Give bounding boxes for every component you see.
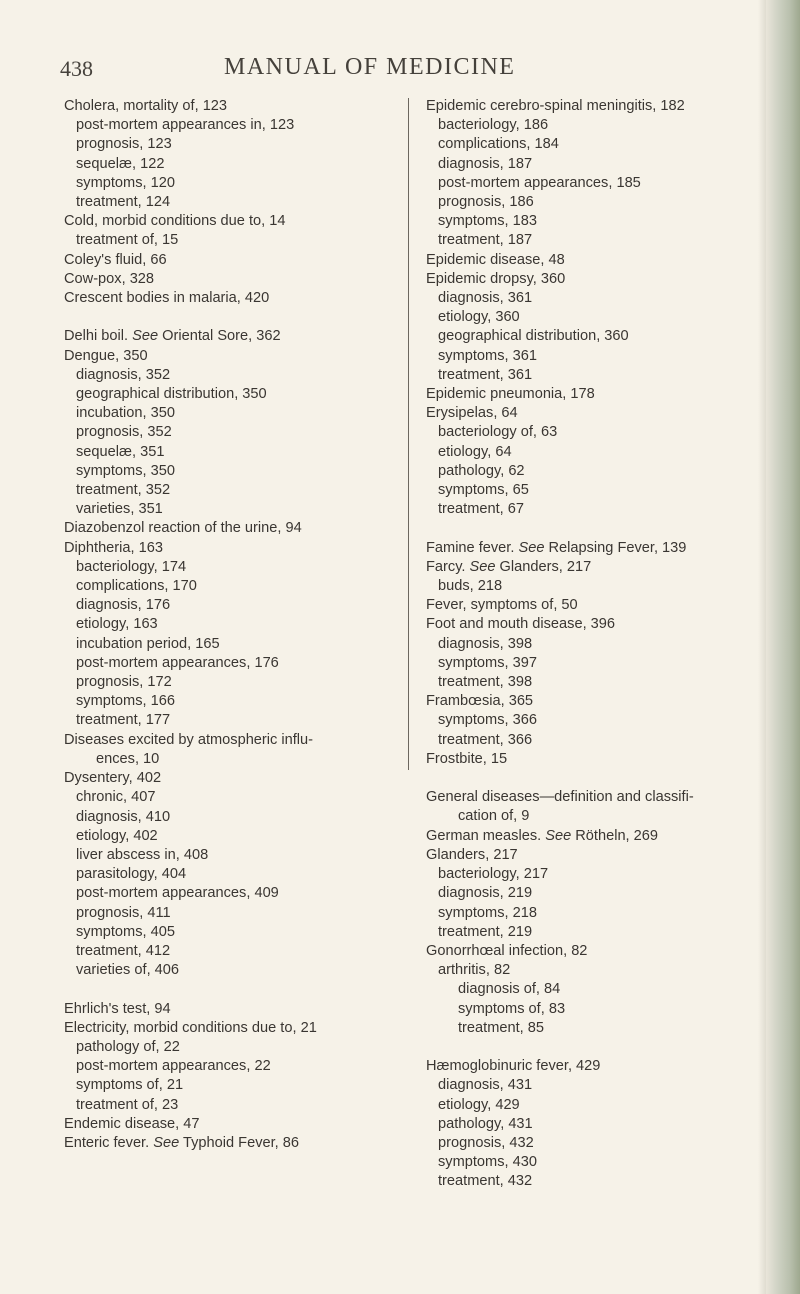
index-subentry: symptoms, 405 [76,923,175,940]
index-entry: Erysipelas, 64 [426,405,518,422]
index-subentry: prognosis, 411 [76,904,171,921]
index-entry: Epidemic disease, 48 [426,251,565,268]
entry-text-part: Typhoid Fever, 86 [179,1134,300,1151]
index-subentry: treatment, 366 [438,731,533,748]
index-entry: Fever, symptoms of, 50 [426,597,578,614]
entry-text-part: Relapsing Fever, 139 [544,539,687,556]
page-number: 438 [60,56,93,81]
index-subentry: buds, 218 [438,578,503,595]
see-reference: See [545,827,572,844]
index-entry: General diseases—definition and classifi- [426,789,694,806]
index-subentry: treatment, 67 [438,501,524,518]
entry-text-part: Delhi boil. [64,328,133,345]
entry-text-part: Famine fever. [426,539,519,556]
index-subentry: symptoms, 366 [438,712,537,729]
index-entry: Coley's fluid, 66 [64,251,167,268]
index-subentry: symptoms, 218 [438,904,537,921]
index-subentry: varieties of, 406 [76,962,180,979]
index-subentry: complications, 184 [438,136,559,153]
index-entry [426,827,771,846]
index-subentry: varieties, 351 [76,501,163,518]
entry-text-part: Rötheln, 269 [571,827,659,844]
index-entry: Ehrlich's test, 94 [64,1000,171,1017]
column-divider [408,98,409,770]
entry-spacer [64,980,394,999]
index-subentry: etiology, 64 [438,443,512,460]
index-subentry: treatment, 361 [438,366,533,383]
index-entry: Crescent bodies in malaria, 420 [64,290,270,307]
index-subentry: pathology, 431 [438,1115,533,1132]
index-subentry: treatment, 177 [76,712,171,729]
index-subentry: treatment, 412 [76,942,171,959]
index-subentry: geographical distribution, 350 [76,386,267,403]
index-subentry: pathology of, 22 [76,1038,180,1055]
index-subentry: incubation, 350 [76,405,175,422]
index-subentry: prognosis, 352 [76,424,172,441]
index-subentry: incubation period, 165 [76,635,220,652]
index-entry: Cow-pox, 328 [64,270,155,287]
index-subentry: etiology, 402 [76,827,158,844]
index-subentry: prognosis, 432 [438,1134,534,1151]
index-subentry: diagnosis, 410 [76,808,171,825]
page-header [60,50,732,90]
index-subentry: diagnosis, 219 [438,885,533,902]
see-reference: See [132,328,159,345]
index-entry: Epidemic cerebro-spinal meningitis, 182 [426,98,685,114]
index-subentry: liver abscess in, 408 [76,846,209,863]
index-subentry: ences, 10 [96,750,160,767]
index-subentry: sequelæ, 122 [76,155,165,172]
index-subentry: prognosis, 186 [438,194,534,211]
entry-spacer [426,519,771,538]
index-subentry: arthritis, 82 [438,962,511,979]
index-subentry: complications, 170 [76,578,197,595]
index-entry [64,1134,394,1153]
index-subentry: diagnosis, 398 [438,635,533,652]
index-subentry: symptoms, 397 [438,654,537,671]
index-subentry: post-mortem appearances in, 123 [76,117,295,134]
index-subentry: symptoms of, 83 [458,1000,566,1017]
index-subentry: symptoms, 430 [438,1154,537,1171]
entry-spacer [426,769,771,788]
entry-text-part: Enteric fever. [64,1134,154,1151]
index-entry: Frambœsia, 365 [426,693,534,710]
index-entry [426,539,771,558]
entry-text-part: Farcy. [426,558,470,575]
index-entry: Dysentery, 402 [64,770,162,787]
index-entry: Hæmoglobinuric fever, 429 [426,1058,601,1075]
index-subentry: bacteriology of, 63 [438,424,558,441]
index-subentry: post-mortem appearances, 176 [76,654,279,671]
index-subentry: treatment, 432 [438,1173,533,1190]
index-entry: Dengue, 350 [64,347,148,364]
index-subentry: post-mortem appearances, 22 [76,1058,271,1075]
index-subentry: geographical distribution, 360 [438,328,629,345]
entry-spacer [64,308,394,327]
index-subentry: etiology, 163 [76,616,158,633]
index-entry [64,327,394,346]
see-reference: See [469,558,496,575]
index-subentry: chronic, 407 [76,789,156,806]
index-subentry: bacteriology, 174 [76,558,187,575]
index-subentry: diagnosis, 352 [76,366,171,383]
index-entry: Electricity, morbid conditions due to, 21 [64,1019,317,1036]
running-title: MANUAL OF MEDICINE [224,54,516,80]
entry-text-part: German measles. [426,827,546,844]
index-entry: Cold, morbid conditions due to, 14 [64,213,286,230]
index-subentry: bacteriology, 217 [438,866,549,883]
index-subentry: symptoms, 166 [76,693,175,710]
see-reference: See [518,539,545,556]
index-entry: Diphtheria, 163 [64,539,163,556]
index-subentry: etiology, 360 [438,309,520,326]
index-subentry: prognosis, 123 [76,136,172,153]
index-subentry: treatment of, 15 [76,232,179,249]
index-subentry: treatment, 124 [76,194,171,211]
index-entry: Diazobenzol reaction of the urine, 94 [64,520,302,537]
entry-spacer [426,1038,771,1057]
entry-text-part: Oriental Sore, 362 [158,328,281,345]
index-subentry: cation of, 9 [458,808,530,825]
index-entry: Epidemic dropsy, 360 [426,270,566,287]
index-subentry: diagnosis, 176 [76,597,171,614]
index-subentry: treatment, 219 [438,923,533,940]
index-subentry: pathology, 62 [438,462,525,479]
index-entry: Frostbite, 15 [426,750,508,767]
index-column-right [413,97,771,1192]
index-subentry: diagnosis, 187 [438,155,533,172]
index-subentry: parasitology, 404 [76,866,187,883]
index-subentry: etiology, 429 [438,1096,520,1113]
index-subentry: treatment, 398 [438,674,533,691]
index-subentry: post-mortem appearances, 185 [438,174,641,191]
index-entry: Endemic disease, 47 [64,1115,200,1132]
index-subentry: treatment of, 23 [76,1096,179,1113]
index-subentry: symptoms, 183 [438,213,537,230]
index-entry: Cholera, mortality of, 123 [64,98,228,114]
book-page-edge [766,0,800,1294]
index-entry: Gonorrhœal infection, 82 [426,942,588,959]
index-entry: Glanders, 217 [426,846,518,863]
index-subentry: bacteriology, 186 [438,117,549,134]
index-subentry: prognosis, 172 [76,674,172,691]
index-subentry: symptoms, 350 [76,462,175,479]
index-entry [426,558,771,577]
see-reference: See [153,1134,180,1151]
index-subentry: treatment, 187 [438,232,533,249]
index-subentry: diagnosis, 431 [438,1077,533,1094]
index-subentry: treatment, 85 [458,1019,544,1036]
index-subentry: diagnosis, 361 [438,290,533,307]
index-subentry: treatment, 352 [76,482,171,499]
index-column-left [64,97,394,1153]
entry-text-part: Glanders, 217 [495,558,592,575]
index-subentry: symptoms of, 21 [76,1077,184,1094]
index-entry: Foot and mouth disease, 396 [426,616,616,633]
index-subentry: diagnosis of, 84 [458,981,561,998]
index-entry: Epidemic pneumonia, 178 [426,386,595,403]
index-subentry: post-mortem appearances, 409 [76,885,279,902]
index-subentry: symptoms, 120 [76,174,175,191]
index-subentry: sequelæ, 351 [76,443,165,460]
index-entry: Diseases excited by atmospheric influ- [64,731,314,748]
index-subentry: symptoms, 65 [438,482,529,499]
index-subentry: symptoms, 361 [438,347,537,364]
